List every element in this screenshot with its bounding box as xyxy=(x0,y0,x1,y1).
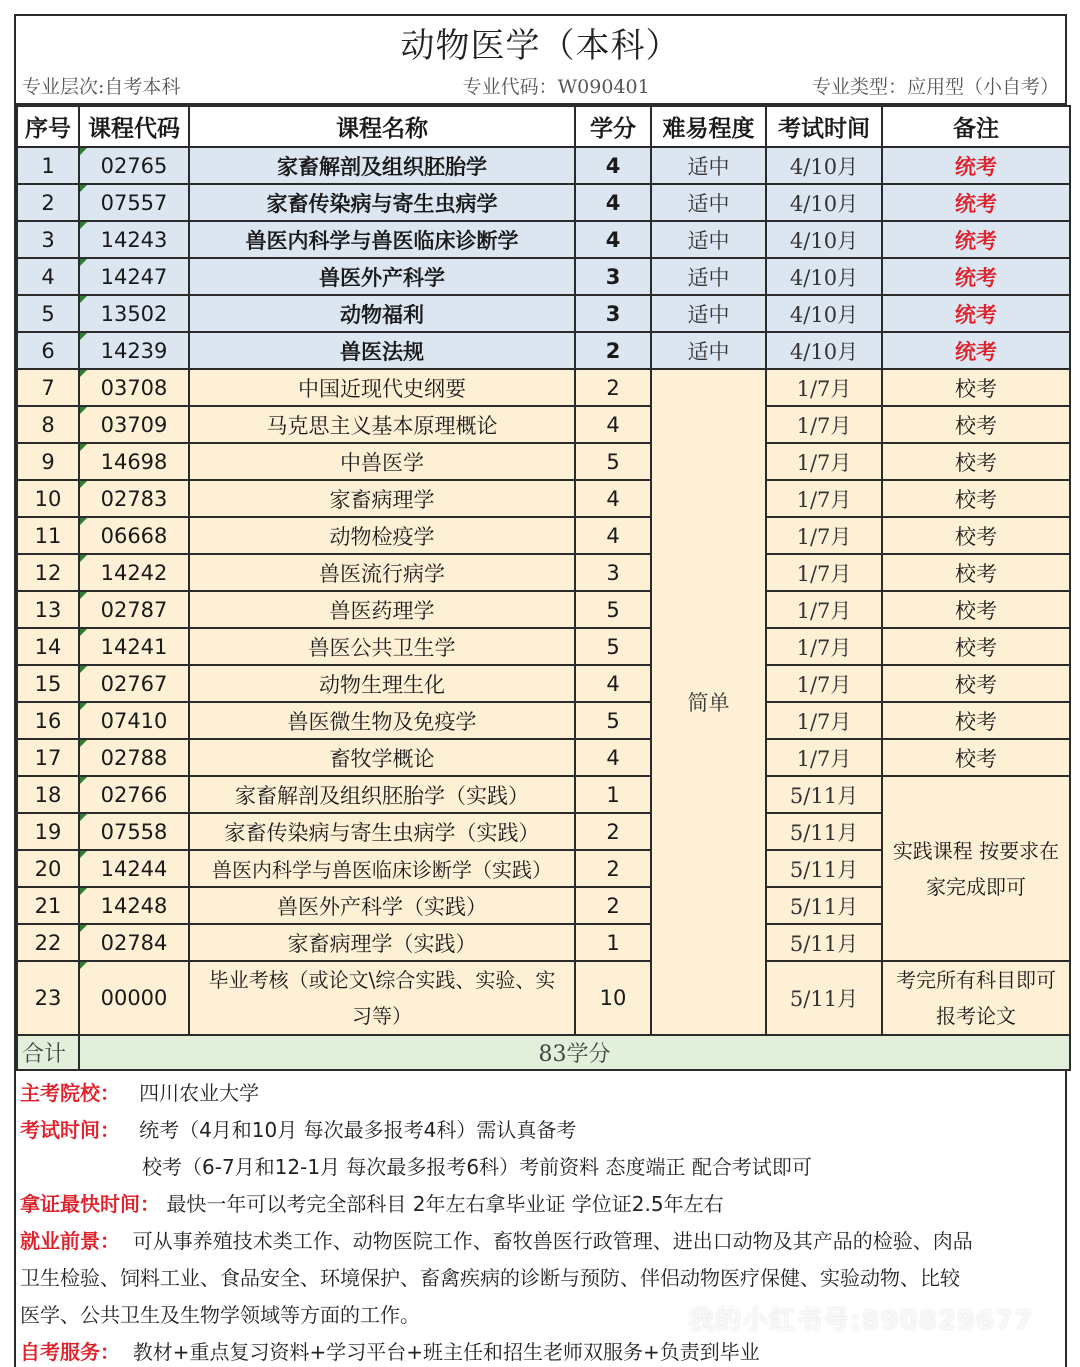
table-row xyxy=(17,184,1070,221)
row-credit: 5 xyxy=(575,628,651,665)
row-credit: 2 xyxy=(575,887,651,924)
table-row xyxy=(17,221,1070,258)
row-name: 中国近现代史纲要 xyxy=(189,369,575,406)
total-label: 合计 xyxy=(17,1035,79,1070)
row-no: 9 xyxy=(17,443,79,480)
major-type: 专业类型：应用型（小自考） xyxy=(811,76,1059,98)
row-no: 1 xyxy=(17,147,79,184)
row-name: 家畜解剖及组织胚胎学（实践） xyxy=(189,776,575,813)
row-credit: 4 xyxy=(575,147,651,184)
row-no: 17 xyxy=(17,739,79,776)
row-exam-time: 4/10月 xyxy=(766,332,882,369)
row-note: 校考 xyxy=(882,406,1070,443)
total-value: 83学分 xyxy=(79,1035,1070,1070)
row-code: 02788 xyxy=(79,739,189,776)
row-credit: 4 xyxy=(575,517,651,554)
row-exam-time: 1/7月 xyxy=(766,702,882,739)
row-no: 21 xyxy=(17,887,79,924)
row-name: 兽医外产科学 xyxy=(189,258,575,295)
row-code: 00000 xyxy=(79,961,189,1035)
table-header xyxy=(17,106,1070,147)
row-code: 14248 xyxy=(79,887,189,924)
note-service-label: 自考服务： xyxy=(20,1340,120,1364)
row-note: 考完所有科目即可报考论文 xyxy=(882,961,1070,1035)
row-name: 动物生理生化 xyxy=(189,665,575,702)
row-exam-time: 1/7月 xyxy=(766,591,882,628)
row-no: 15 xyxy=(17,665,79,702)
row-code: 14241 xyxy=(79,628,189,665)
row-no: 19 xyxy=(17,813,79,850)
note-fastest-text: 最快一年可以考完全部科目 2年左右拿毕业证 学位证2.5年左右 xyxy=(166,1192,724,1216)
header-code: 课程代码 xyxy=(79,106,189,147)
note-fastest xyxy=(20,1186,1061,1223)
row-exam-time: 1/7月 xyxy=(766,517,882,554)
note-service xyxy=(20,1334,1061,1367)
row-note: 校考 xyxy=(882,665,1070,702)
row-exam-time: 5/11月 xyxy=(766,776,882,813)
table-row xyxy=(17,480,1070,517)
row-difficulty: 适中 xyxy=(651,295,766,332)
row-name: 毕业考核（或论文\综合实践、实验、实习等） xyxy=(189,961,575,1035)
page-title: 动物医学（本科） xyxy=(400,25,681,66)
note-school xyxy=(20,1075,1061,1112)
row-no: 7 xyxy=(17,369,79,406)
table-row xyxy=(17,665,1070,702)
row-code: 02766 xyxy=(79,776,189,813)
row-credit: 4 xyxy=(575,480,651,517)
row-credit: 2 xyxy=(575,332,651,369)
row-note: 校考 xyxy=(882,480,1070,517)
row-note: 校考 xyxy=(882,443,1070,480)
row-name: 兽医流行病学 xyxy=(189,554,575,591)
row-credit: 2 xyxy=(575,850,651,887)
table-row xyxy=(17,406,1070,443)
row-difficulty: 适中 xyxy=(651,221,766,258)
row-exam-time: 1/7月 xyxy=(766,665,882,702)
row-no: 2 xyxy=(17,184,79,221)
row-code: 02784 xyxy=(79,924,189,961)
row-name: 兽医内科学与兽医临床诊断学（实践） xyxy=(189,850,575,887)
row-credit: 4 xyxy=(575,739,651,776)
row-no: 6 xyxy=(17,332,79,369)
table-row xyxy=(17,739,1070,776)
row-code: 13502 xyxy=(79,295,189,332)
row-exam-time: 1/7月 xyxy=(766,480,882,517)
header-exam-time: 考试时间 xyxy=(766,106,882,147)
row-name: 兽医内科学与兽医临床诊断学 xyxy=(189,221,575,258)
header-no: 序号 xyxy=(17,106,79,147)
major-code: 专业代码：W090401 xyxy=(462,76,650,98)
row-credit: 4 xyxy=(575,406,651,443)
table-row xyxy=(17,369,1070,406)
row-note: 统考 xyxy=(882,332,1070,369)
row-note: 统考 xyxy=(882,184,1070,221)
table-row xyxy=(17,258,1070,295)
header-name: 课程名称 xyxy=(189,106,575,147)
row-exam-time: 4/10月 xyxy=(766,221,882,258)
row-exam-time: 1/7月 xyxy=(766,739,882,776)
note-exam-time-line1: 统考（4月和10月 每次最多报考4科）需认真备考 xyxy=(139,1118,577,1142)
row-no: 18 xyxy=(17,776,79,813)
row-exam-time: 5/11月 xyxy=(766,924,882,961)
row-exam-time: 1/7月 xyxy=(766,406,882,443)
watermark: 我的小红书号:890829677 xyxy=(688,1306,1034,1336)
row-credit: 3 xyxy=(575,258,651,295)
row-note: 校考 xyxy=(882,369,1070,406)
note-career-line2: 卫生检验、饲料工业、食品安全、环境保护、畜禽疾病的诊断与预防、伴侣动物医疗保健、实验动物、比较 xyxy=(20,1266,960,1290)
note-exam-time-line2: 校考（6-7月和12-1月 每次最多报考6科）考前资料 态度端正 配合考试即可 xyxy=(142,1155,812,1179)
row-credit: 1 xyxy=(575,776,651,813)
row-code: 14239 xyxy=(79,332,189,369)
note-career-line3: 医学、公共卫生及生物学领域等方面的工作。 xyxy=(20,1303,420,1327)
row-credit: 5 xyxy=(575,702,651,739)
row-credit: 5 xyxy=(575,443,651,480)
row-difficulty: 适中 xyxy=(651,258,766,295)
row-note: 校考 xyxy=(882,517,1070,554)
row-code: 02783 xyxy=(79,480,189,517)
note-exam-time-2 xyxy=(20,1149,1061,1186)
row-credit: 3 xyxy=(575,295,651,332)
curriculum-sheet xyxy=(14,14,1067,1367)
note-school-label: 主考院校： xyxy=(20,1081,120,1105)
header-note: 备注 xyxy=(882,106,1070,147)
row-note: 统考 xyxy=(882,295,1070,332)
row-difficulty: 适中 xyxy=(651,184,766,221)
practice-note-merged: 实践课程 按要求在家完成即可 xyxy=(882,776,1070,961)
row-exam-time: 1/7月 xyxy=(766,628,882,665)
row-code: 07410 xyxy=(79,702,189,739)
header-difficulty: 难易程度 xyxy=(651,106,766,147)
row-name: 兽医药理学 xyxy=(189,591,575,628)
row-no: 12 xyxy=(17,554,79,591)
row-code: 06668 xyxy=(79,517,189,554)
row-note: 统考 xyxy=(882,258,1070,295)
row-name: 马克思主义基本原理概论 xyxy=(189,406,575,443)
row-exam-time: 5/11月 xyxy=(766,961,882,1035)
row-code: 14243 xyxy=(79,221,189,258)
note-exam-time xyxy=(20,1112,1061,1149)
row-name: 兽医公共卫生学 xyxy=(189,628,575,665)
row-name: 家畜病理学 xyxy=(189,480,575,517)
table-row xyxy=(17,147,1070,184)
row-credit: 2 xyxy=(575,369,651,406)
row-no: 8 xyxy=(17,406,79,443)
table-row xyxy=(17,443,1070,480)
note-exam-time-label: 考试时间： xyxy=(20,1118,120,1142)
row-note: 统考 xyxy=(882,221,1070,258)
row-exam-time: 5/11月 xyxy=(766,887,882,924)
note-service-text: 教材+重点复习资料+学习平台+班主任和招生老师双服务+负责到毕业 xyxy=(132,1340,760,1364)
note-fastest-label: 拿证最快时间： xyxy=(20,1192,160,1216)
row-name: 家畜解剖及组织胚胎学 xyxy=(189,147,575,184)
row-code: 14242 xyxy=(79,554,189,591)
table-row xyxy=(17,702,1070,739)
row-no: 20 xyxy=(17,850,79,887)
note-career-2 xyxy=(20,1260,1061,1297)
row-no: 3 xyxy=(17,221,79,258)
row-note: 校考 xyxy=(882,739,1070,776)
row-exam-time: 1/7月 xyxy=(766,369,882,406)
table-row xyxy=(17,554,1070,591)
row-credit: 5 xyxy=(575,591,651,628)
row-exam-time: 5/11月 xyxy=(766,850,882,887)
row-code: 02767 xyxy=(79,665,189,702)
row-name: 兽医法规 xyxy=(189,332,575,369)
row-code: 14247 xyxy=(79,258,189,295)
table-row xyxy=(17,332,1070,369)
row-exam-time: 1/7月 xyxy=(766,443,882,480)
row-credit: 3 xyxy=(575,554,651,591)
row-name: 兽医微生物及免疫学 xyxy=(189,702,575,739)
table-row xyxy=(17,591,1070,628)
row-credit: 10 xyxy=(575,961,651,1035)
row-no: 5 xyxy=(17,295,79,332)
row-code: 03708 xyxy=(79,369,189,406)
row-note: 统考 xyxy=(882,147,1070,184)
row-exam-time: 4/10月 xyxy=(766,184,882,221)
row-name: 畜牧学概论 xyxy=(189,739,575,776)
row-note: 校考 xyxy=(882,554,1070,591)
table-row xyxy=(17,295,1070,332)
row-credit: 4 xyxy=(575,184,651,221)
row-name: 兽医外产科学（实践） xyxy=(189,887,575,924)
note-career-label: 就业前景： xyxy=(20,1229,120,1253)
row-note: 校考 xyxy=(882,702,1070,739)
header-credit: 学分 xyxy=(575,106,651,147)
row-exam-time: 1/7月 xyxy=(766,554,882,591)
row-difficulty: 适中 xyxy=(651,332,766,369)
row-exam-time: 4/10月 xyxy=(766,258,882,295)
note-school-text: 四川农业大学 xyxy=(139,1081,260,1105)
row-exam-time: 4/10月 xyxy=(766,295,882,332)
table-row xyxy=(17,628,1070,665)
row-code: 14698 xyxy=(79,443,189,480)
row-note: 校考 xyxy=(882,591,1070,628)
row-no: 23 xyxy=(17,961,79,1035)
row-no: 22 xyxy=(17,924,79,961)
course-table xyxy=(16,105,1071,1071)
row-exam-time: 4/10月 xyxy=(766,147,882,184)
difficulty-simple-merged: 简单 xyxy=(651,369,766,1035)
row-name: 家畜病理学（实践） xyxy=(189,924,575,961)
row-no: 13 xyxy=(17,591,79,628)
row-code: 02787 xyxy=(79,591,189,628)
note-career-line1: 可从事养殖技术类工作、动物医院工作、畜牧兽医行政管理、进出口动物及其产品的检验、肉品 xyxy=(132,1229,973,1253)
row-no: 16 xyxy=(17,702,79,739)
row-name: 家畜传染病与寄生虫病学（实践） xyxy=(189,813,575,850)
row-no: 14 xyxy=(17,628,79,665)
row-name: 中兽医学 xyxy=(189,443,575,480)
total-row xyxy=(17,1035,1070,1070)
row-code: 02765 xyxy=(79,147,189,184)
row-credit: 4 xyxy=(575,221,651,258)
row-credit: 2 xyxy=(575,813,651,850)
row-name: 家畜传染病与寄生虫病学 xyxy=(189,184,575,221)
row-code: 07558 xyxy=(79,813,189,850)
row-name: 动物检疫学 xyxy=(189,517,575,554)
row-no: 4 xyxy=(17,258,79,295)
row-credit: 4 xyxy=(575,665,651,702)
row-code: 07557 xyxy=(79,184,189,221)
row-name: 动物福利 xyxy=(189,295,575,332)
row-exam-time: 5/11月 xyxy=(766,813,882,850)
row-credit: 1 xyxy=(575,924,651,961)
row-no: 11 xyxy=(17,517,79,554)
row-difficulty: 适中 xyxy=(651,147,766,184)
table-row xyxy=(17,517,1070,554)
major-info-bar xyxy=(16,68,1065,105)
table-row xyxy=(17,961,1070,1035)
row-note: 校考 xyxy=(882,628,1070,665)
row-code: 14244 xyxy=(79,850,189,887)
note-career xyxy=(20,1223,1061,1260)
major-level: 专业层次:自考本科 xyxy=(22,76,181,98)
row-no: 10 xyxy=(17,480,79,517)
row-code: 03709 xyxy=(79,406,189,443)
table-row xyxy=(17,776,1070,813)
